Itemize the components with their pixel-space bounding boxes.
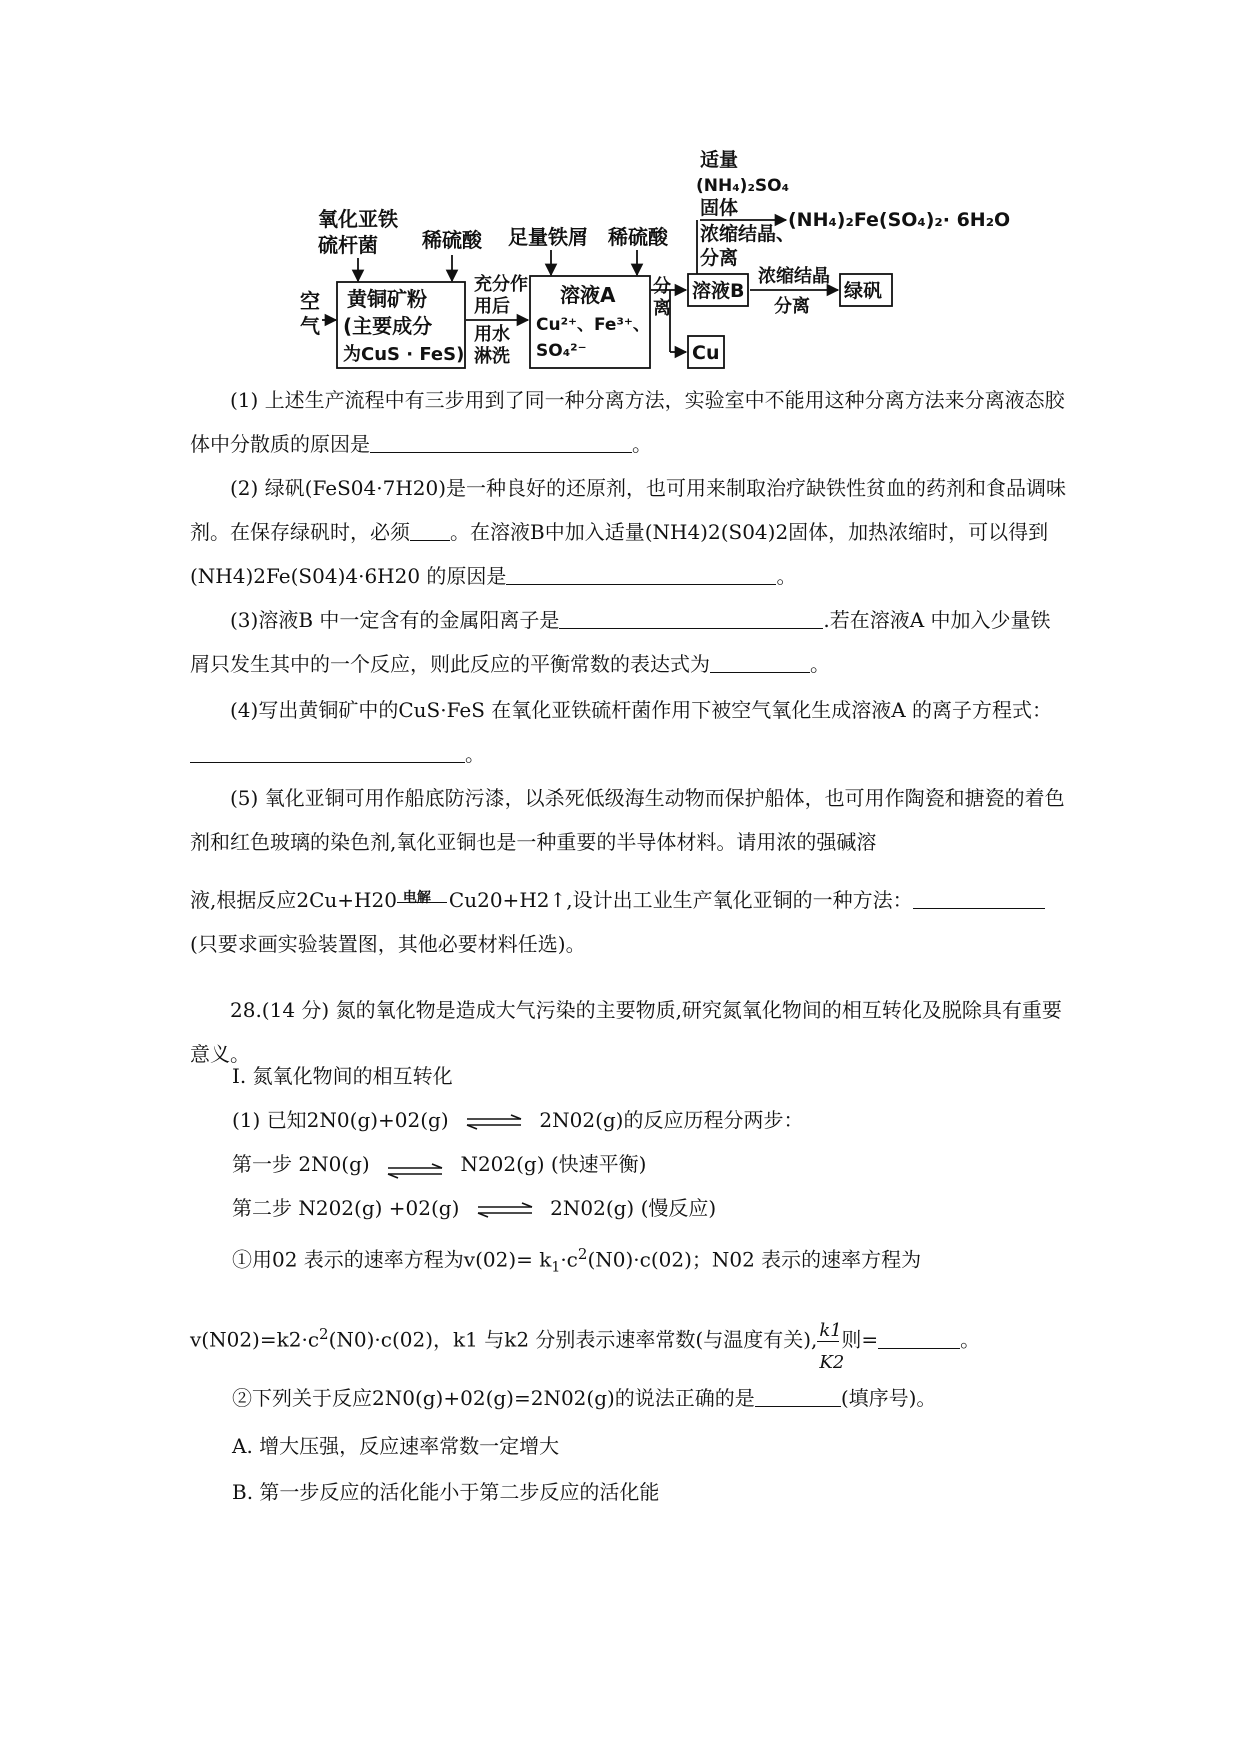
q3-end: 。 xyxy=(810,652,830,676)
ore-label-1: 黄铜矿粉 xyxy=(347,287,427,311)
q28-r1b: ·c xyxy=(560,1247,578,1272)
green-vitriol-label: 绿矾 xyxy=(844,280,883,302)
equilibrium-arrow-2 xyxy=(386,1163,444,1179)
q1-text: (1) 上述生产流程中有三步用到了同一种分离方法，实验室中不能用这种分离方法来分离液态胶体中分散质的原因是 xyxy=(190,388,1065,456)
q3-answer-blank-1[interactable] xyxy=(559,606,823,629)
q28-r2c: 则= xyxy=(841,1327,879,1352)
bacteria-label-1: 氧化亚铁 xyxy=(318,207,398,231)
q28-r1c: (N0)·c(02)；N02 表示的速率方程为 xyxy=(587,1247,922,1272)
process-flow-diagram xyxy=(0,0,1242,390)
q28-q2b: (填序号)。 xyxy=(840,1386,937,1410)
solution-a-ions-2: SO₄²⁻ xyxy=(536,341,587,361)
q28-r1-sup: 2 xyxy=(577,1245,588,1263)
acid-label-2: 稀硫酸 xyxy=(608,225,668,249)
fraction-denominator: K2 xyxy=(819,1352,845,1374)
reagent-top-3: 固体 xyxy=(700,197,739,219)
q2-text-1: (2) 绿矾(FeS04·7H20)是一种良好的还原剂，也可用来制取治疗缺铁性贫血的药剂和食品调味剂。在保存绿矾时，必须 xyxy=(190,476,1067,544)
q28-r2-sup: 2 xyxy=(319,1325,329,1343)
acid-label-1: 稀硫酸 xyxy=(422,228,482,252)
conc-label-1: 浓缩结晶、 xyxy=(700,223,796,245)
q28-l1b: 2N02(g)的反应历程分两步： xyxy=(539,1108,804,1132)
equilibrium-arrow-3 xyxy=(476,1202,534,1218)
question-2 xyxy=(190,466,1070,598)
air-label-2: 气 xyxy=(300,314,320,338)
electrolysis-label: 电解 xyxy=(402,889,431,906)
question-4 xyxy=(190,688,1070,776)
question-1 xyxy=(190,378,1070,466)
separate-label-1: 分 xyxy=(653,276,671,297)
q5-text-3: (只要求画实验装置图，其他必要材料任选)。 xyxy=(190,932,586,956)
ore-label-3: 为CuS · FeS) xyxy=(343,344,465,365)
q28-r1a: ①用02 表示的速率方程为v(02)= k xyxy=(232,1247,552,1272)
part-1-heading: I. 氮氧化物间的相互转化 xyxy=(232,1064,453,1088)
q28-s2b: 2N02(g) (慢反应) xyxy=(550,1196,717,1220)
q28-step-2 xyxy=(232,1186,716,1230)
q1-end: 。 xyxy=(632,432,652,456)
q28-r2a: v(N02)=k2·c xyxy=(190,1327,320,1352)
q28-text: 28.(14 分) 氮的氧化物是造成大气污染的主要物质,研究氮氧化物间的相互转化及脱除具有重要意义。 xyxy=(190,998,1062,1066)
q5-answer-blank[interactable] xyxy=(913,886,1045,909)
question-3 xyxy=(190,598,1070,686)
step-label-a1: 充分作 xyxy=(474,274,528,295)
q4-end: 。 xyxy=(465,742,485,766)
q5-text-2a: 液,根据反应2Cu+H20 xyxy=(190,888,397,912)
q3-text-1: (3)溶液B 中一定含有的金属阳离子是 xyxy=(230,608,560,632)
q28-l1a: (1) 已知2N0(g)+02(g) xyxy=(232,1108,449,1132)
bacteria-label-2: 硫杆菌 xyxy=(318,233,378,257)
q28-s1a: 第一步 2N0(g) xyxy=(232,1152,370,1176)
q28-s2a: 第二步 N202(g) +02(g) xyxy=(232,1196,460,1220)
q2-end: 。 xyxy=(776,564,797,588)
option-a: A. 增大压强，反应速率常数一定增大 xyxy=(232,1434,560,1458)
q28-rate-line-1 xyxy=(232,1232,921,1290)
q28-r1-sub: 1 xyxy=(551,1259,561,1276)
product-formula: (NH₄)₂Fe(SO₄)₂· 6H₂O xyxy=(788,209,1011,231)
q28-r2-end: 。 xyxy=(960,1327,981,1352)
separate-label-2: 离 xyxy=(653,298,671,319)
reagent-top-2: (NH₄)₂SO₄ xyxy=(696,176,790,196)
equilibrium-arrow-1 xyxy=(465,1114,523,1130)
q28-s1b: N202(g) (快速平衡) xyxy=(460,1152,647,1176)
question-5-line-3 xyxy=(190,878,1070,966)
q4-answer-blank[interactable] xyxy=(190,740,465,763)
q28-ratio-answer-blank[interactable] xyxy=(878,1326,960,1349)
q5-text-2b: Cu20+H2↑,设计出工业生产氧化亚铜的一种方法： xyxy=(448,888,913,912)
air-label-1: 空 xyxy=(300,289,320,313)
conc-label-2: 分离 xyxy=(700,247,739,269)
fraction-numerator: k1 xyxy=(819,1320,842,1342)
iron-label: 足量铁屑 xyxy=(508,225,588,249)
step-label-a2: 用后 xyxy=(474,296,510,317)
q28-step-1 xyxy=(232,1142,646,1186)
q28-q2a: ②下列关于反应2N0(g)+02(g)=2N02(g)的说法正确的是 xyxy=(232,1386,755,1410)
q28-q2-answer-blank[interactable] xyxy=(755,1384,841,1407)
solution-a-label: 溶液A xyxy=(560,283,616,307)
q1-answer-blank[interactable] xyxy=(370,430,632,453)
q3-answer-blank-2[interactable] xyxy=(710,650,810,673)
option-b: B. 第一步反应的活化能小于第二步反应的活化能 xyxy=(232,1480,660,1504)
q2-answer-blank-1[interactable] xyxy=(410,518,450,541)
q5-text-1: (5) 氧化亚铜可用作船底防污漆，以杀死低级海生动物而保护船体，也可用作陶瓷和搪瓷的着色剂和红色玻璃的染色剂,氧化亚铜也是一种重要的半导体材料。请用浓的强碱溶 xyxy=(190,786,1065,854)
q28-r2b: (N0)·c(02)，k1 与k2 分别表示速率常数(与温度有关), xyxy=(328,1327,818,1352)
q4-text: (4)写出黄铜矿中的CuS·FeS 在氧化亚铁硫杆菌作用下被空气氧化生成溶液A 的离子方程式： xyxy=(230,698,1053,722)
conc-b-label-1: 浓缩结晶 xyxy=(758,266,830,287)
step-label-b1: 用水 xyxy=(474,324,510,345)
q28-question-2 xyxy=(232,1376,936,1420)
reagent-top-1: 适量 xyxy=(700,149,739,171)
question-5 xyxy=(190,776,1070,864)
q3-text-2: .若在溶液A 中加入少量铁屑只发生其中的一个反应，则此反应的平衡常数的表达式为 xyxy=(190,608,1051,676)
ore-label-2: (主要成分 xyxy=(343,314,433,338)
q28-line-1 xyxy=(232,1098,803,1142)
q2-text-2: 。在溶液B中加入适量(NH4)2(S04)2固体，加热浓缩时，可以得到(NH4)2Fe(S04)4·6H20 的原因是 xyxy=(190,520,1049,588)
k-ratio-fraction xyxy=(817,1319,845,1374)
q2-answer-blank-2[interactable] xyxy=(506,562,776,585)
cu-label: Cu xyxy=(692,342,720,364)
electrolysis-sign xyxy=(397,889,449,912)
solution-b-label: 溶液B xyxy=(692,280,745,302)
solution-a-ions-1: Cu²⁺、Fe³⁺、 xyxy=(536,315,650,335)
step-label-b2: 淋洗 xyxy=(474,346,510,367)
q28-rate-line-2 xyxy=(190,1312,1070,1374)
conc-b-label-2: 分离 xyxy=(774,296,810,317)
